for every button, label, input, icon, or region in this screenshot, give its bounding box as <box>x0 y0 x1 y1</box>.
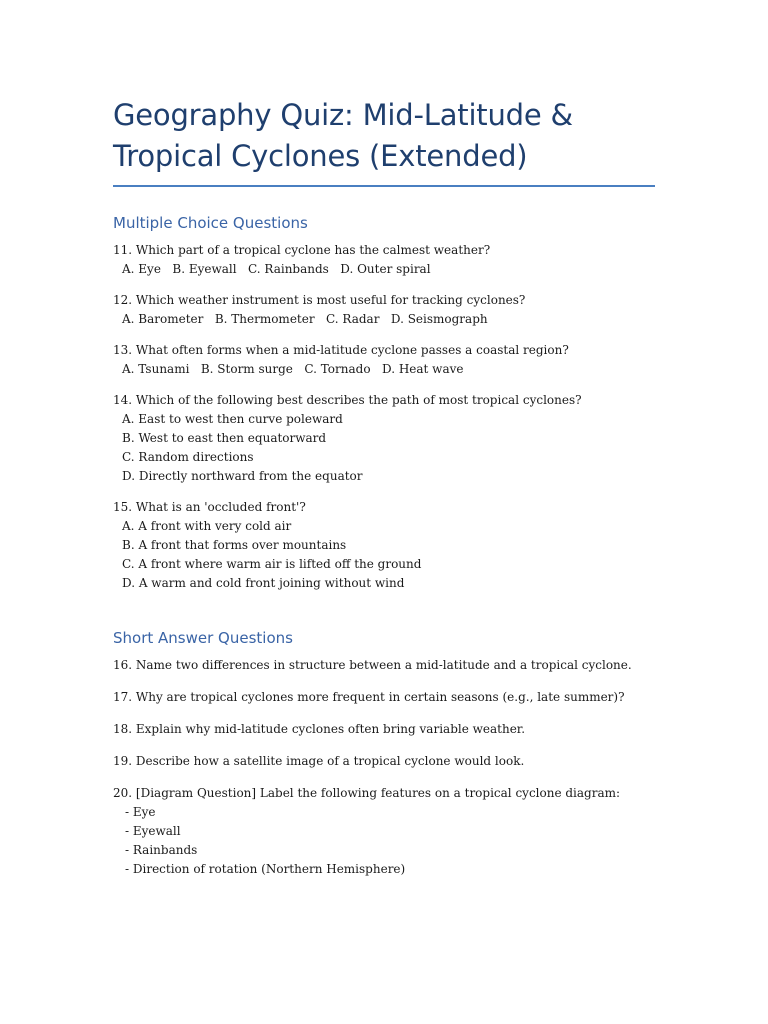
question-15 <box>113 498 673 593</box>
question-19: 19. Describe how a satellite image of a tropical cyclone would look. <box>113 754 525 768</box>
option-d: D. Directly northward from the equator <box>122 469 363 483</box>
question-20 <box>113 784 673 879</box>
option-a: A. A front with very cold air <box>122 519 292 533</box>
question-text: 13. What often forms when a mid-latitude cyclone passes a coastal region? <box>113 343 569 357</box>
option-d: D. A warm and cold front joining without wind <box>122 576 405 590</box>
option-b: B. A front that forms over mountains <box>122 538 347 552</box>
diagram-question-text: 20. [Diagram Question] Label the following features on a tropical cyclone diagram: <box>113 786 621 800</box>
question-text: 11. Which part of a tropical cyclone has the calmest weather? <box>113 243 491 257</box>
feature-eye: - Eye <box>125 805 156 819</box>
feature-eyewall: - Eyewall <box>125 824 181 838</box>
short-answer-section <box>113 628 673 879</box>
question-18: 18. Explain why mid-latitude cyclones often bring variable weather. <box>113 722 526 736</box>
page-title <box>113 95 655 177</box>
question-14 <box>113 391 673 486</box>
question-text: 12. Which weather instrument is most useful for tracking cyclones? <box>113 293 526 307</box>
multiple-choice-section <box>113 213 673 605</box>
question-12 <box>113 291 673 329</box>
title-block <box>113 95 655 187</box>
option-c: C. Random directions <box>122 450 254 464</box>
question-11 <box>113 241 673 279</box>
sa-heading: Short Answer Questions <box>113 629 293 647</box>
mc-heading: Multiple Choice Questions <box>113 214 308 232</box>
question-text: 15. What is an 'occluded front'? <box>113 500 306 514</box>
options-line: A. Eye B. Eyewall C. Rainbands D. Outer spiral <box>122 262 431 276</box>
question-17: 17. Why are tropical cyclones more frequent in certain seasons (e.g., late summer)? <box>113 690 625 704</box>
options-line: A. Tsunami B. Storm surge C. Tornado D. Heat wave <box>122 362 464 376</box>
options-line: A. Barometer B. Thermometer C. Radar D. Seismograph <box>122 312 488 326</box>
title-line-1: Geography Quiz: Mid-Latitude & <box>113 98 573 132</box>
option-b: B. West to east then equatorward <box>122 431 327 445</box>
question-text: 14. Which of the following best describes the path of most tropical cyclones? <box>113 393 582 407</box>
title-line-2: Tropical Cyclones (Extended) <box>113 139 528 173</box>
feature-rainbands: - Rainbands <box>125 843 198 857</box>
question-13 <box>113 341 673 379</box>
option-a: A. East to west then curve poleward <box>122 412 343 426</box>
option-c: C. A front where warm air is lifted off the ground <box>122 557 422 571</box>
question-16: 16. Name two differences in structure between a mid-latitude and a tropical cyclone. <box>113 658 632 672</box>
feature-rotation: - Direction of rotation (Northern Hemisphere) <box>125 862 406 876</box>
title-divider <box>113 185 655 187</box>
